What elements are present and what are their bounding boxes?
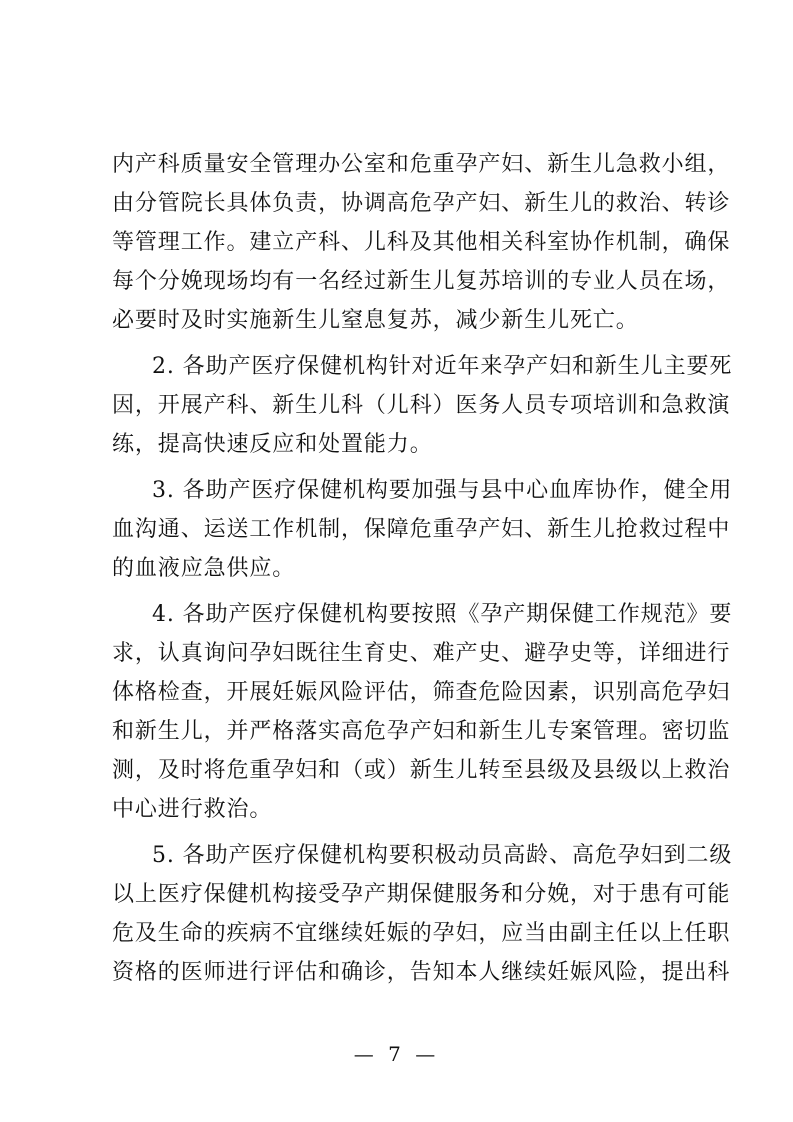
text-line: 和新生儿，并严格落实高危孕产妇和新生儿专案管理。密切监	[112, 719, 731, 744]
text-line: 以上医疗保健机构接受孕产期保健服务和分娩，对于患有可能	[112, 882, 731, 907]
text-line: 求，认真询问孕妇既往生育史、难产史、避孕史等，详细进行	[112, 641, 731, 666]
text-line: 练，提高快速反应和处置能力。	[112, 432, 433, 457]
text-line: 由分管院长具体负责，协调高危孕产妇、新生儿的救治、转诊	[112, 191, 731, 216]
text-line: 测，及时将危重孕妇和（或）新生儿转至县级及县级以上救治	[112, 758, 731, 783]
text-line: 血沟通、运送工作机制，保障危重孕产妇、新生儿抢救过程中	[112, 517, 731, 542]
text-line: 因，开展产科、新生儿科（儿科）医务人员专项培训和急救演	[112, 393, 731, 418]
text-line: 必要时及时实施新生儿窒息复苏，减少新生儿死亡。	[112, 308, 639, 333]
page-number: — 7 —	[353, 1042, 440, 1066]
text-line: 内产科质量安全管理办公室和危重孕产妇、新生儿急救小组，	[112, 152, 731, 177]
text-line: 等管理工作。建立产科、儿科及其他相关科室协作机制，确保	[112, 230, 731, 255]
text-line: 每个分娩现场均有一名经过新生儿复苏培训的专业人员在场，	[112, 269, 731, 294]
text-line: 危及生命的疾病不宜继续妊娠的孕妇，应当由副主任以上任职	[112, 921, 731, 946]
paragraph-3-first-line: 3. 各助产医疗保健机构要加强与县中心血库协作，健全用	[152, 478, 733, 503]
text-line: 资格的医师进行评估和确诊，告知本人继续妊娠风险，提出科	[112, 960, 731, 985]
paragraph-4-first-line: 4. 各助产医疗保健机构要按照《孕产期保健工作规范》要	[152, 602, 733, 627]
paragraph-5-first-line: 5. 各助产医疗保健机构要积极动员高龄、高危孕妇到二级	[152, 843, 733, 868]
text-line: 体格检查，开展妊娠风险评估，筛查危险因素，识别高危孕妇	[112, 680, 731, 705]
paragraph-2-first-line: 2. 各助产医疗保健机构针对近年来孕产妇和新生儿主要死	[152, 354, 733, 379]
text-line: 中心进行救治。	[112, 797, 273, 822]
text-line: 的血液应急供应。	[112, 556, 296, 581]
